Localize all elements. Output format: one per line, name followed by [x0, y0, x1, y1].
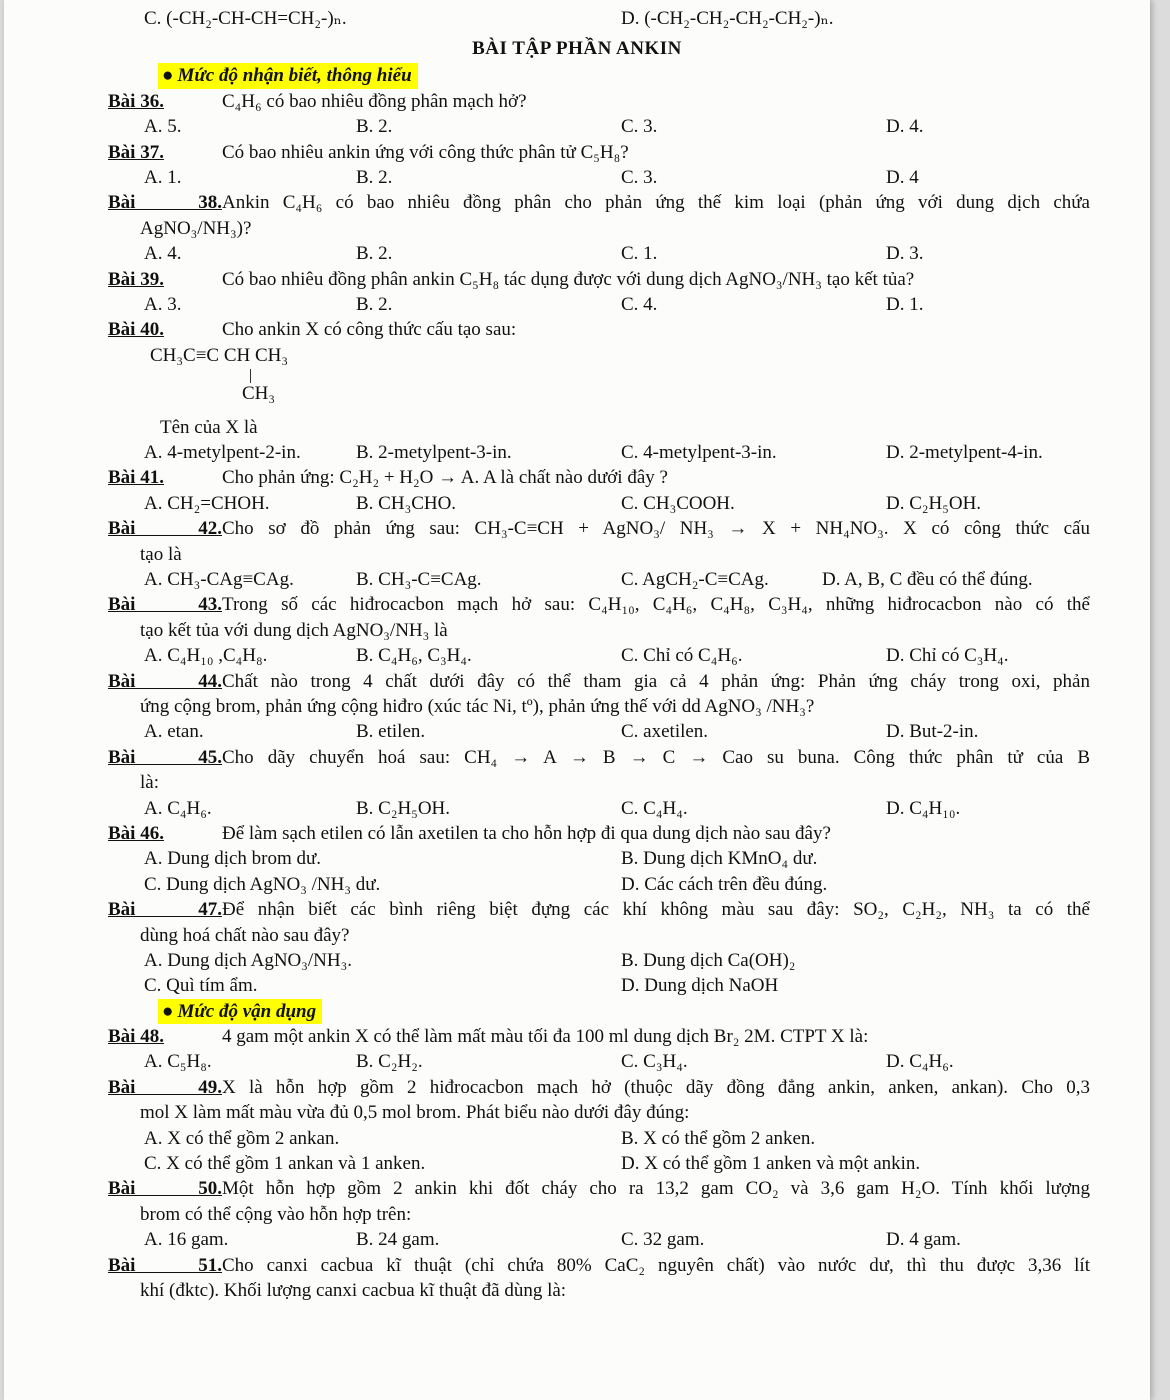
- options-row: [4, 241, 1150, 266]
- question-text: Một hỗn hợp gồm 2 ankin khi đốt cháy cho ra 13,2 gam CO₂ và 3,6 gam H₂O. Tính khối lượng: [222, 1178, 1090, 1200]
- level-heading-2: [4, 999, 1150, 1024]
- options-row: [4, 973, 1150, 998]
- option-a: A. Dung dịch AgNO₃/NH₃.: [144, 949, 352, 971]
- question-label: Bài 45.: [108, 746, 222, 768]
- option-d: D. (-CH₂-CH₂-CH₂-CH₂-)ₙ.: [621, 8, 834, 29]
- question-label: Bài 47.: [108, 899, 222, 921]
- option-a: A. 4.: [144, 243, 182, 265]
- level-heading-1: [4, 63, 1150, 88]
- question-41: [4, 465, 1150, 490]
- level-label: Mức độ nhận biết, thông hiểu: [177, 65, 412, 87]
- question-label: Bài 38.: [108, 192, 222, 214]
- question-text-continued: là:: [140, 772, 159, 794]
- level-label: Mức độ vận dụng: [177, 1000, 317, 1022]
- option-a: A. Dung dịch brom dư.: [144, 848, 322, 870]
- question-text: C₄H₆ có bao nhiêu đồng phân mạch hở?: [222, 90, 527, 112]
- option-d: D. X có thể gồm 1 anken và một ankin.: [621, 1153, 921, 1175]
- question-label: Bài 37.: [108, 141, 164, 163]
- question-44: [4, 669, 1150, 694]
- question-text: Có bao nhiêu ankin ứng với công thức phân tử C₅H₈?: [222, 141, 629, 163]
- question-text-continued: khí (đktc). Khối lượng canxi cacbua kĩ thuật đã dùng là:: [140, 1279, 567, 1301]
- options-row: [4, 165, 1150, 190]
- options-row: [4, 846, 1150, 871]
- options-row: [4, 1049, 1150, 1074]
- option-c: C. 4.: [621, 293, 658, 315]
- option-c: C. 32 gam.: [621, 1229, 705, 1251]
- question-42: [4, 516, 1150, 541]
- options-row: [4, 1151, 1150, 1176]
- question-38: [4, 190, 1150, 215]
- question-text: Cho dãy chuyển hoá sau: CH₄ → A → B → C → Cao su buna. Công thức phân tử của B: [222, 746, 1090, 768]
- option-a: A. 1.: [144, 166, 182, 188]
- option-c: C. Chỉ có C₄H₆.: [621, 645, 743, 667]
- question-37: [4, 140, 1150, 165]
- option-a: A. 4-metylpent-2-in.: [144, 442, 301, 464]
- option-c: C. Dung dịch AgNO₃ /NH₃ dư.: [144, 873, 381, 895]
- question-46: [4, 821, 1150, 846]
- option-a: A. 3.: [144, 293, 182, 315]
- question-36: [4, 89, 1150, 114]
- options-row: [4, 292, 1150, 317]
- options-row: [4, 567, 1150, 592]
- question-47: [4, 897, 1150, 922]
- options-row: [4, 1227, 1150, 1252]
- option-a: A. 5.: [144, 116, 182, 138]
- bullet-icon: ●: [162, 65, 174, 87]
- options-row: [4, 948, 1150, 973]
- option-b: B. 2.: [356, 166, 393, 188]
- question-label: Bài 42.: [108, 518, 222, 540]
- option-b: B. 24 gam.: [356, 1229, 440, 1251]
- option-d: D. 1.: [886, 293, 924, 315]
- options-row: [4, 872, 1150, 897]
- question-text: 4 gam một ankin X có thể làm mất màu tối đa 100 ml dung dịch Br₂ 2M. CTPT X là:: [222, 1026, 869, 1048]
- option-d: D. 3.: [886, 243, 924, 265]
- question-48: [4, 1024, 1150, 1049]
- question-51: [4, 1253, 1150, 1278]
- option-d: D. 2-metylpent-4-in.: [886, 442, 1043, 464]
- question-text-continued: Tên của X là: [160, 416, 258, 438]
- options-row: [4, 796, 1150, 821]
- option-b: B. X có thể gồm 2 anken.: [621, 1127, 816, 1149]
- question-text: Cho phản ứng: C₂H₂ + H₂O → A. A là chất nào dưới đây ?: [222, 467, 668, 489]
- options-row: [4, 1126, 1150, 1151]
- question-label: Bài 51.: [108, 1254, 222, 1276]
- option-d: D. Các cách trên đều đúng.: [621, 873, 828, 895]
- question-50: [4, 1176, 1150, 1201]
- question-text: Chất nào trong 4 chất dưới đây có thể tham gia cả 4 phản ứng: Phản ứng cháy trong oxi, phản: [222, 670, 1090, 692]
- question-label: Bài 49.: [108, 1076, 222, 1098]
- question-text-continued: tạo kết tủa với dung dịch AgNO₃/NH₃ là: [140, 619, 448, 641]
- option-d: D. But-2-in.: [886, 721, 979, 743]
- question-39: [4, 267, 1150, 292]
- option-c: C. 1.: [621, 243, 658, 265]
- question-label: Bài 41.: [108, 467, 164, 489]
- option-d: D. A, B, C đều có thể đúng.: [822, 569, 1033, 591]
- question-text: Để nhận biết các bình riêng biệt đựng các khí không màu sau đây: SO₂, C₂H₂, NH₃ ta có thể: [222, 899, 1090, 921]
- question-text: Cho ankin X có công thức cấu tạo sau:: [222, 319, 517, 341]
- option-b: B. CH₃CHO.: [356, 492, 457, 514]
- option-b: B. CH₃-C≡CAg.: [356, 569, 482, 591]
- option-d: D. 4.: [886, 116, 924, 138]
- document-content: [4, 6, 1150, 1303]
- question-text-continued: tạo là: [140, 543, 182, 565]
- question-label: Bài 46.: [108, 822, 164, 844]
- question-text-continued: brom có thể cộng vào hỗn hợp trên:: [140, 1203, 412, 1225]
- option-d: D. 4 gam.: [886, 1229, 961, 1251]
- question-text-continued: ứng cộng brom, phản ứng cộng hiđro (xúc tác Ni, tº), phản ứng thế với dd AgNO₃ /NH₃?: [140, 695, 815, 717]
- option-b: B. Dung dịch Ca(OH)₂: [621, 949, 796, 971]
- question-text-continued: mol X làm mất màu vừa đủ 0,5 mol brom. Phát biểu nào dưới đây đúng:: [140, 1102, 690, 1124]
- option-c: C. AgCH₂-C≡CAg.: [621, 569, 769, 591]
- option-c: C. X có thể gồm 1 ankan và 1 anken.: [144, 1153, 426, 1175]
- option-a: A. C₅H₈.: [144, 1051, 212, 1073]
- option-a: A. X có thể gồm 2 ankan.: [144, 1127, 340, 1149]
- option-a: A. etan.: [144, 721, 204, 743]
- option-c: C. axetilen.: [621, 721, 709, 743]
- option-c: C. 3.: [621, 116, 658, 138]
- option-c: C. C₃H₄.: [621, 1051, 688, 1073]
- options-row: [4, 6, 1150, 31]
- option-c: C. 3.: [621, 166, 658, 188]
- option-d: D. Dung dịch NaOH: [621, 975, 779, 997]
- question-text-continued: AgNO₃/NH₃)?: [140, 217, 252, 239]
- option-c: C. CH₃COOH.: [621, 492, 735, 514]
- option-b: B. C₄H₆, C₃H₄.: [356, 645, 472, 667]
- question-label: Bài 43.: [108, 594, 222, 616]
- option-d: D. Chỉ có C₃H₄.: [886, 645, 1009, 667]
- option-b: B. etilen.: [356, 721, 426, 743]
- option-a: A. 16 gam.: [144, 1229, 229, 1251]
- option-d: D. 4: [886, 166, 919, 188]
- option-b: B. Dung dịch KMnO₄ dư.: [621, 848, 818, 870]
- option-a: A. C₄H₆.: [144, 797, 212, 819]
- option-c: C. Quì tím ẩm.: [144, 975, 258, 997]
- options-row: [4, 491, 1150, 516]
- option-d: D. C₄H₁₀.: [886, 797, 961, 819]
- options-row: [4, 114, 1150, 139]
- question-text: Ankin C₄H₆ có bao nhiêu đồng phân cho phản ứng thế kim loại (phản ứng với dung dịch chứa: [222, 192, 1090, 214]
- option-b: B. 2-metylpent-3-in.: [356, 442, 512, 464]
- question-label: Bài 50.: [108, 1178, 222, 1200]
- formula-branch: CH₃: [242, 382, 276, 404]
- option-b: B. 2.: [356, 116, 393, 138]
- question-43: [4, 592, 1150, 617]
- question-text: Cho canxi cacbua kĩ thuật (chỉ chứa 80% CaC₂ nguyên chất) vào nước dư, thì thu được 3,36 lít: [222, 1254, 1090, 1276]
- question-label: Bài 39.: [108, 268, 164, 290]
- bullet-icon: ●: [162, 1000, 174, 1022]
- question-label: Bài 36.: [108, 90, 164, 112]
- structural-formula: [4, 343, 1150, 415]
- option-c: C. (-CH₂-CH-CH=CH₂-)ₙ.: [144, 8, 347, 29]
- question-text: Cho sơ đồ phản ứng sau: CH₃-C≡CH + AgNO₃/ NH₃ → X + NH₄NO₃. X có công thức cấu: [222, 518, 1090, 540]
- options-row: [4, 643, 1150, 668]
- option-a: A. C₄H₁₀ ,C₄H₈.: [144, 645, 268, 667]
- section-title: BÀI TẬP PHẦN ANKIN: [472, 38, 682, 60]
- option-b: B. C₂H₅OH.: [356, 797, 451, 819]
- question-text: Để làm sạch etilen có lẫn axetilen ta cho hỗn hợp đi qua dung dịch nào sau đây?: [222, 822, 831, 844]
- question-label: Bài 40.: [108, 319, 164, 341]
- option-c: C. 4-metylpent-3-in.: [621, 442, 777, 464]
- option-d: D. C₄H₆.: [886, 1051, 954, 1073]
- question-label: Bài 44.: [108, 670, 222, 692]
- question-text: Trong số các hiđrocacbon mạch hở sau: C₄H₁₀, C₄H₆, C₄H₈, C₃H₄, những hiđrocacbon nào có thể: [222, 594, 1090, 616]
- question-40: [4, 317, 1150, 342]
- option-b: B. 2.: [356, 293, 393, 315]
- option-d: D. C₂H₅OH.: [886, 492, 982, 514]
- question-text: Có bao nhiêu đồng phân ankin C₅H₈ tác dụng được với dung dịch AgNO₃/NH₃ tạo kết tủa?: [222, 268, 915, 290]
- option-a: A. CH₂=CHOH.: [144, 492, 270, 514]
- question-text: X là hỗn hợp gồm 2 hiđrocacbon mạch hở (thuộc dãy đồng đẳng ankin, anken, ankan). Cho 0,3: [222, 1076, 1090, 1098]
- question-text-continued: dùng hoá chất nào sau đây?: [140, 924, 350, 946]
- option-c: C. C₄H₄.: [621, 797, 688, 819]
- option-a: A. CH₃-CAg≡CAg.: [144, 569, 294, 591]
- option-b: B. C₂H₂.: [356, 1051, 423, 1073]
- formula-main-chain: CH₃C≡C CH CH₃: [150, 344, 288, 366]
- question-49: [4, 1075, 1150, 1100]
- option-b: B. 2.: [356, 243, 393, 265]
- document-page: [4, 0, 1150, 1400]
- options-row: [4, 440, 1150, 465]
- question-label: Bài 48.: [108, 1026, 164, 1048]
- options-row: [4, 719, 1150, 744]
- question-45: [4, 745, 1150, 770]
